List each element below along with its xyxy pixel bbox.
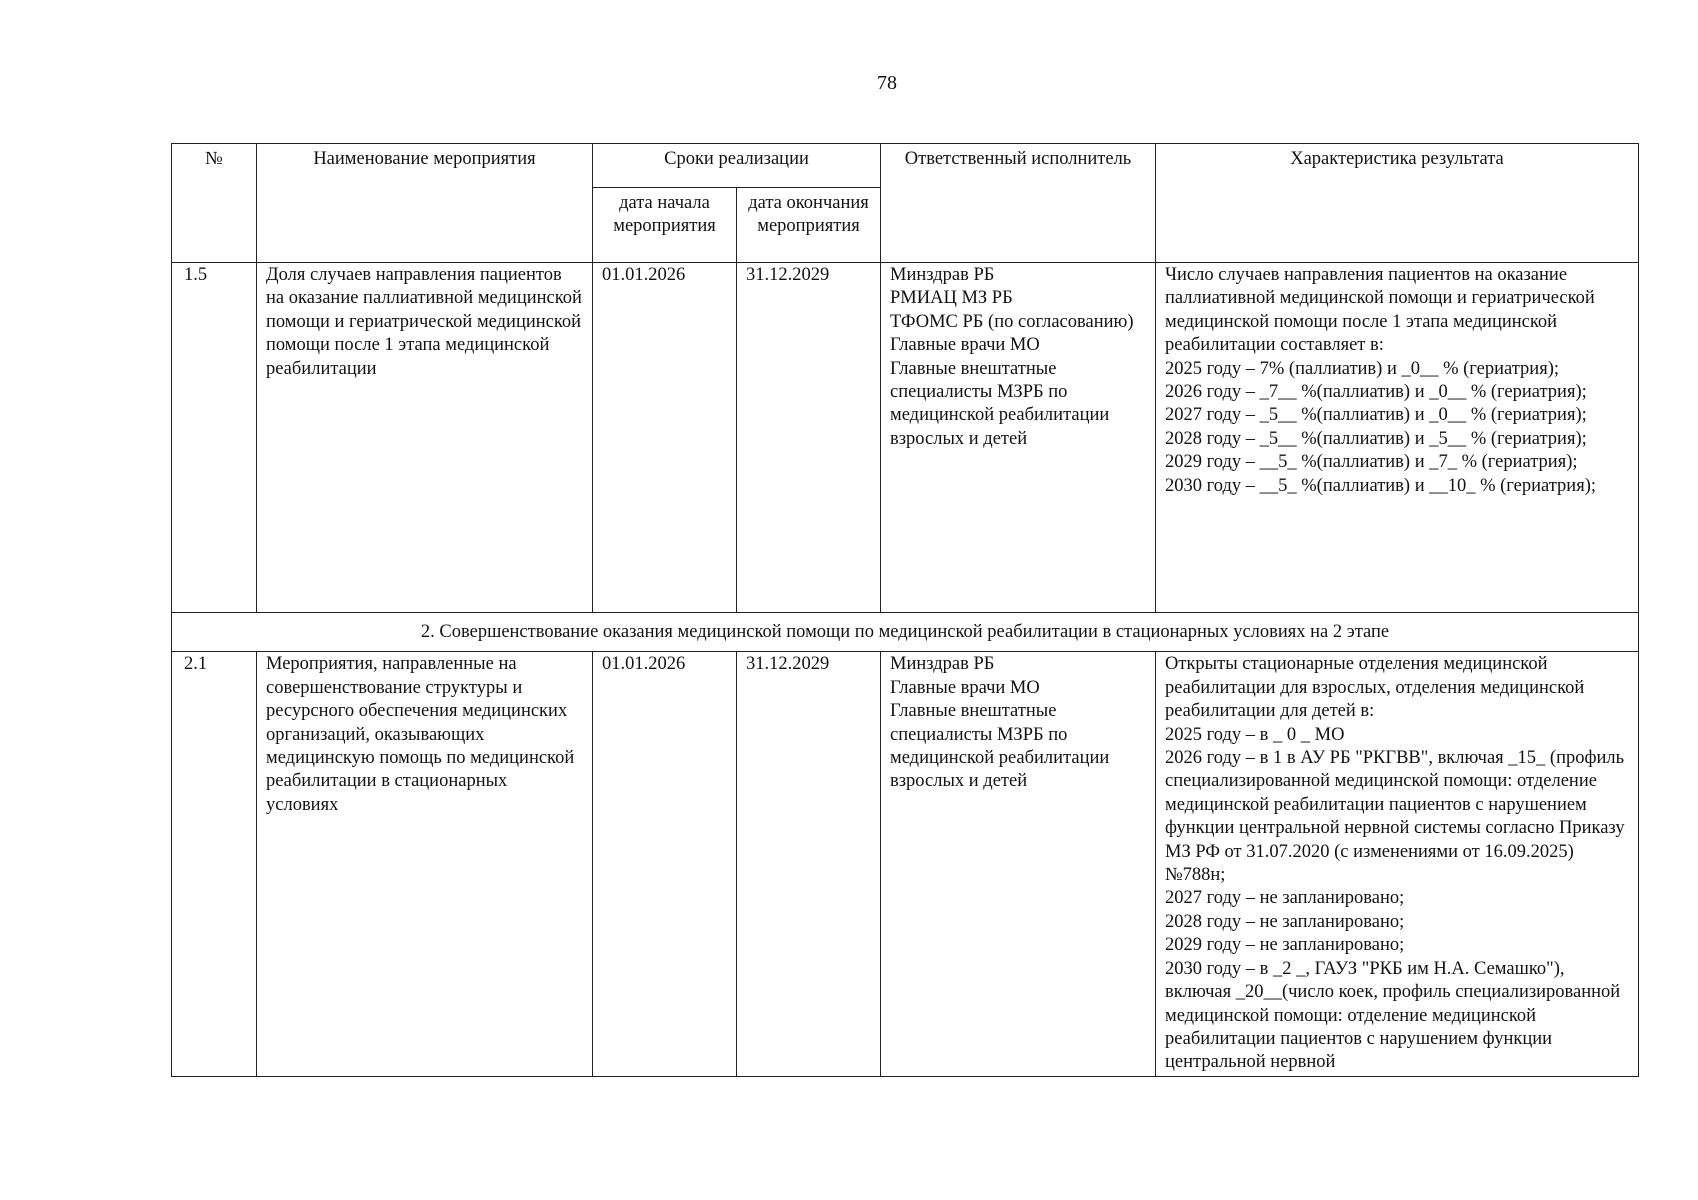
header-name: Наименование мероприятия	[257, 144, 593, 263]
row-responsible: Минздрав РБ Главные врачи МО Главные внештатные специалисты МЗРБ по медицинской реабилитации взрослых и детей	[881, 652, 1156, 1077]
header-end-date: дата окончания мероприятия	[737, 188, 881, 263]
section-title: 2. Совершенствование оказания медицинской помощи по медицинской реабилитации в стационарных условиях на 2 этапе	[172, 613, 1639, 652]
header-responsible: Ответственный исполнитель	[881, 144, 1156, 263]
row-start-date: 01.01.2026	[593, 263, 737, 613]
header-terms: Сроки реализации	[593, 144, 881, 188]
activities-table	[171, 143, 1639, 1077]
row-activity-name: Мероприятия, направленные на совершенствование структуры и ресурсного обеспечения медицинских организаций, оказывающих медицинскую помощь по медицинской реабилитации в стационарных условиях	[257, 652, 593, 1077]
row-end-date: 31.12.2029	[737, 652, 881, 1077]
header-start-date: дата начала мероприятия	[593, 188, 737, 263]
header-row	[172, 144, 1639, 188]
section-row	[172, 613, 1639, 652]
row-num: 1.5	[172, 263, 257, 613]
row-num: 2.1	[172, 652, 257, 1077]
header-num: №	[172, 144, 257, 263]
row-end-date: 31.12.2029	[737, 263, 881, 613]
table-row	[172, 263, 1639, 613]
row-activity-name: Доля случаев направления пациентов на оказание паллиативной медицинской помощи и гериатрической медицинской помощи после 1 этапа медицинской реабилитации	[257, 263, 593, 613]
row-result: Открыты стационарные отделения медицинской реабилитации для взрослых, отделения медицинской реабилитации для детей в: 2025 году – в _ 0 _ МО 2026 году – в 1 в АУ РБ "РКГВВ", включая _15_ (профиль специализированной медицинской помощи: отделение медицинской реабилитации пациентов с нарушением функции центральной нервной системы согласно Приказу МЗ РФ от 31.07.2020 (с изменениями от 16.09.2025) №788н; 2027 году – не запланировано; 2028 году – не запланировано; 2029 году – не запланировано; 2030 году – в _2 _, ГАУЗ "РКБ им Н.А. Семашко"), включая _20__(число коек, профиль специализированной медицинской помощи: отделение медицинской реабилитации пациентов с нарушением функции центральной нервной	[1156, 652, 1639, 1077]
page-number: 78	[877, 72, 897, 94]
row-start-date: 01.01.2026	[593, 652, 737, 1077]
row-responsible: Минздрав РБ РМИАЦ МЗ РБ ТФОМС РБ (по согласованию) Главные врачи МО Главные внештатные специалисты МЗРБ по медицинской реабилитации взрослых и детей	[881, 263, 1156, 613]
table-row	[172, 652, 1639, 1077]
header-result: Характеристика результата	[1156, 144, 1639, 263]
row-result: Число случаев направления пациентов на оказание паллиативной медицинской помощи и гериатрической медицинской помощи после 1 этапа медицинской реабилитации составляет в: 2025 году – 7% (паллиатив) и _0__ % (гериатрия); 2026 году – _7__ %(паллиатив) и _0__ % (гериатрия); 2027 году – _5__ %(паллиатив) и _0__ % (гериатрия); 2028 году – _5__ %(паллиатив) и _5__ % (гериатрия); 2029 году – __5_ %(паллиатив) и _7_ % (гериатрия); 2030 году – __5_ %(паллиатив) и __10_ % (гериатрия);	[1156, 263, 1639, 613]
